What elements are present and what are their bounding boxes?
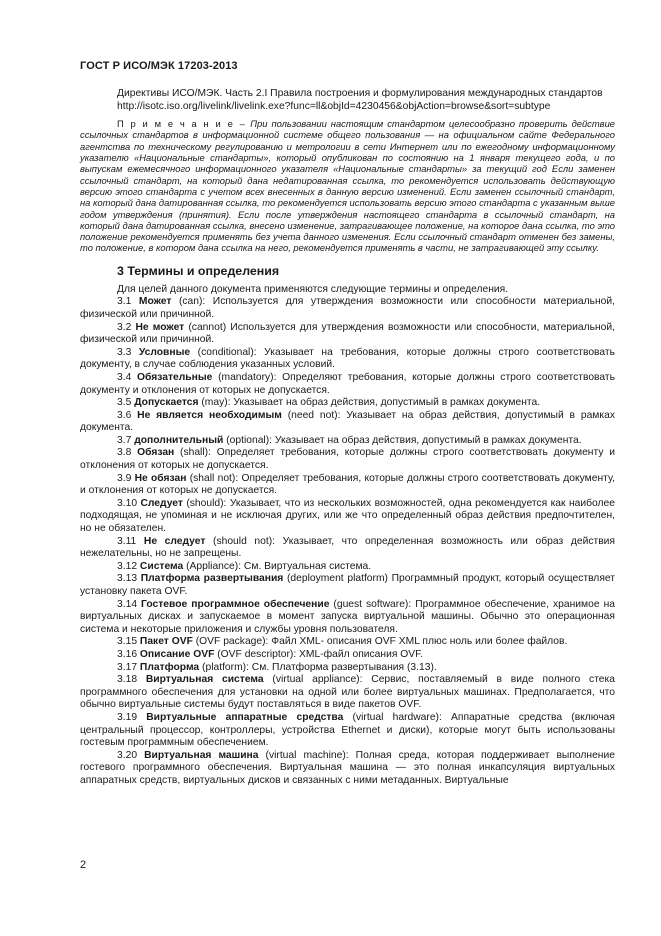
term-3-19: 3.19 Виртуальные аппаратные средства (virtual hardware): Аппаратные средства (включая центральный процессор, контроллеры, устройства Ethernet и диски), которые могут быть использованы гостевым программным обеспечением. bbox=[80, 711, 615, 749]
page-number: 2 bbox=[80, 859, 87, 871]
term-name: Может bbox=[138, 296, 172, 308]
terms-list bbox=[80, 296, 615, 787]
term-name: Виртуальная машина bbox=[144, 749, 259, 761]
term-3-15: 3.15 Пакет OVF (OVF package): Файл XML- описания OVF XML плюс ноль или более файлов. bbox=[117, 636, 568, 648]
term-3-12: 3.12 Система (Appliance): См. Виртуальная система. bbox=[117, 560, 372, 572]
document-header: ГОСТ Р ИСО/МЭК 17203-2013 bbox=[80, 60, 238, 72]
term-3-17: 3.17 Платформа (platform): См. Платформа развертывания (3.13). bbox=[117, 661, 437, 673]
term-3-2: 3.2 Не может (cannot) Используется для утверждения возможности или способности, материальной, физической или причинной. bbox=[80, 321, 615, 346]
term-3-18: 3.18 Виртуальная система (virtual appliance): Сервис, поставляемый в виде полного стека программного обеспечения для установки на одной или более виртуальных машинах. Предполагается, что обычно виртуальные системы будут поставляться в виде пакетов OVF. bbox=[80, 674, 615, 711]
term-name: Следует bbox=[140, 497, 183, 509]
term-3-8: 3.8 Обязан (shall): Определяет требования, которые должны строго соответствовать документу и отклонения от которых не допускается. bbox=[80, 447, 615, 472]
term-name: Платформа bbox=[139, 661, 200, 673]
term-3-10: 3.10 Следует (should): Указывает, что из нескольких возможностей, одна рекомендуется как наиболее подходящая, не упоминая и не исключая других, или же что определенный образ действия предпочтителен, но не обязателен. bbox=[80, 497, 615, 535]
term-name: Не является необходимым bbox=[137, 409, 282, 421]
section-title: 3 Термины и определения bbox=[117, 263, 280, 278]
term-name: Обязан bbox=[137, 447, 175, 459]
reference-url: http://isotc.iso.org/livelink/livelink.exe?func=ll&objId=4230456&objAction=browse&sort=subtype bbox=[117, 100, 551, 112]
term-name: Условные bbox=[138, 346, 191, 358]
term-name: Платформа развертывания bbox=[140, 573, 284, 585]
term-name: Не следует bbox=[143, 535, 206, 547]
term-3-7: 3.7 дополнительный (optional): Указывает на образ действия, допустимый в рамках документа. bbox=[117, 434, 582, 446]
note-paragraph bbox=[80, 118, 615, 254]
term-3-16: 3.16 Описание OVF (OVF descriptor): XML-файл описания OVF. bbox=[117, 648, 424, 660]
term-3-3: 3.3 Условные (conditional): Указывает на требования, которые должны строго соответствовать документу, в случае соблюдения указанных условий. bbox=[80, 346, 615, 371]
term-name: Допускается bbox=[134, 397, 199, 409]
term-3-5: 3.5 Допускается (may): Указывает на образ действия, допустимый в рамках документа. bbox=[117, 397, 541, 409]
term-name: Обязательные bbox=[137, 371, 213, 383]
term-3-4: 3.4 Обязательные (mandatory): Определяют требования, которые должны строго соответствовать документу и отклонения от которых не допускается. bbox=[80, 371, 615, 396]
section-intro: Для целей данного документа применяются следующие термины и определения. bbox=[117, 283, 509, 295]
note-text: При пользовании настоящим стандартом целесообразно проверить действие ссылочных стандартов в информационной системе общего пользования — на официальном сайте Федерального агентства по техническому регулированию и метрологии в сети Интернет или по ежегодному информационному указателю «Национальные стандарты», который опубликован по состоянию на 1 января текущего года, и по выпускам ежемесячного информационного указателя «Национальные стандарты» за текущий год Если заменен ссылочный стандарт, на который дана недатированная ссылка, то рекомендуется использовать действующую версию этого стандарта с учетом всех внесенных в данную версию изменений. Если заменен ссылочный стандарт, на который дана датированная ссылка, то рекомендуется использовать версию этого стандарта с указанным выше годом утверждения (принятия). Если после утверждения настоящего стандарта в ссылочный стандарт, на который дана датированная ссылка, внесено изменение, затрагивающее положение, на которое дана ссылка, то это положение рекомендуется применять без учета данного изменения. Если ссылочный стандарт отменен без замены, то положение, в котором дана ссылка на него, рекомендуется применять в части, не затрагивающей эту ссылку. bbox=[80, 118, 616, 254]
term-3-1: 3.1 Может (can): Используется для утверждения возможности или способности материальной, физической или причинной. bbox=[80, 296, 615, 320]
term-3-11: 3.11 Не следует (should not): Указывает, что определенная возможность или образ действия нежелательны, но не запрещены. bbox=[80, 535, 615, 560]
note-lead: П р и м е ч а н и е – bbox=[117, 118, 247, 130]
term-3-9: 3.9 Не обязан (shall not): Определяет требования, которые должны строго соответствовать документу, и отклонения от которых не допускается. bbox=[80, 472, 615, 497]
term-name: дополнительный bbox=[134, 434, 224, 446]
term-3-20: 3.20 Виртуальная машина (virtual machine): Полная среда, которая поддерживает выполнение гостевого программного обеспечения. Виртуальная машина — это полная инкапсуляция виртуальных аппаратных средств, виртуальных дисков и связанных с ними метаданных. Виртуальные bbox=[80, 749, 615, 786]
directive-reference: Директивы ИСО/МЭК. Часть 2.I Правила построения и формулирования международных стандартов bbox=[117, 88, 603, 99]
page-content bbox=[80, 88, 615, 788]
term-name: Гостевое программное обеспечение bbox=[141, 598, 330, 610]
term-name: Не обязан bbox=[134, 472, 187, 484]
term-3-6: 3.6 Не является необходимым (need not): Указывает на образ действия, допустимый в рамках документа. bbox=[80, 409, 615, 434]
term-3-14: 3.14 Гостевое программное обеспечение (guest software): Программное обеспечение, хранимое на виртуальных дисках и запускаемое в момент запуска виртуальной машины. Обычно это операционная система и некоторые приложения и службы уровня пользователя. bbox=[80, 598, 615, 635]
term-3-13: 3.13 Платформа развертывания (deployment platform) Программный продукт, который осуществляет установку пакета OVF. bbox=[80, 573, 615, 597]
term-name: Виртуальные аппаратные средства bbox=[146, 711, 344, 723]
term-name: Пакет OVF bbox=[139, 636, 193, 648]
term-name: Система bbox=[139, 560, 184, 572]
term-name: Описание OVF bbox=[139, 648, 215, 660]
term-name: Не может bbox=[135, 321, 185, 333]
term-name: Виртуальная система bbox=[145, 674, 264, 686]
